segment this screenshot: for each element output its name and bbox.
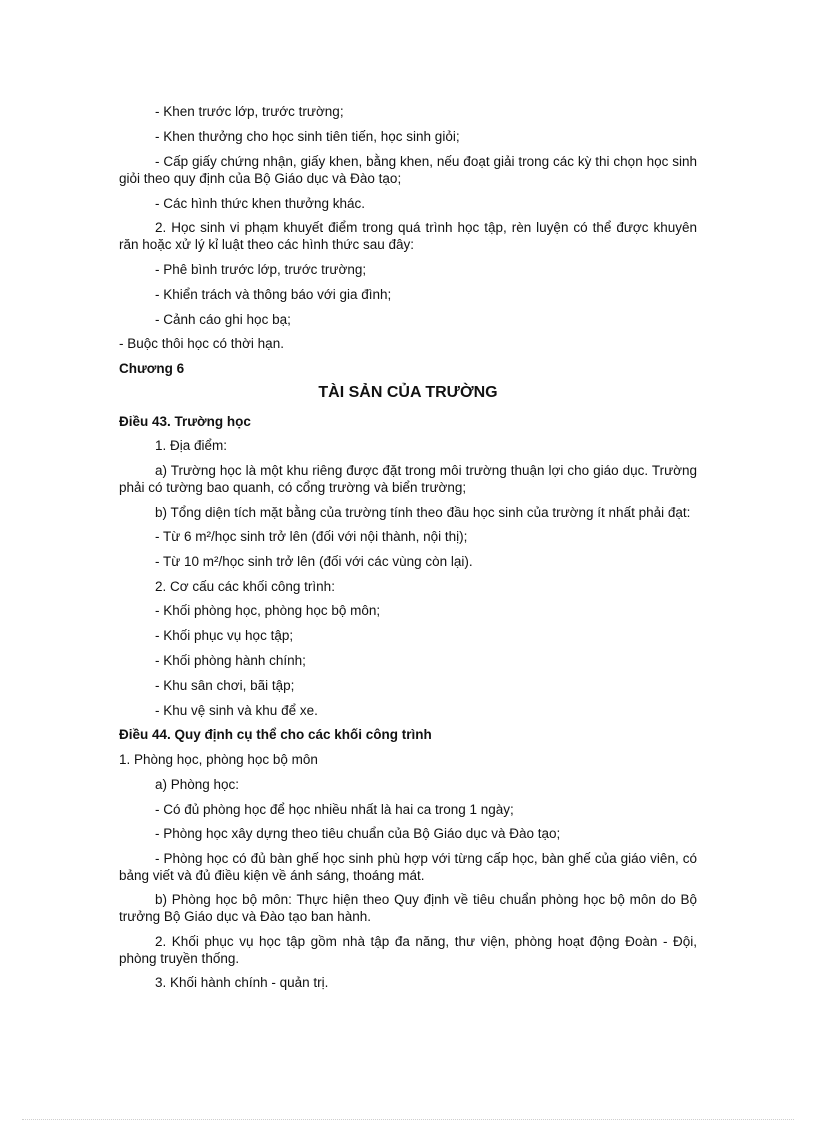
paragraph-phong-hoc-label: a) Phòng học: [155, 777, 240, 792]
paragraph-phe-binh: - Phê bình trước lớp, trước trường; [155, 262, 367, 277]
paragraph-canh-cao: - Cảnh cáo ghi học bạ; [155, 312, 291, 327]
paragraph-khen-thuong: - Khen thưởng cho học sinh tiên tiến, học sinh giỏi; [155, 129, 460, 144]
paragraph-bo-mon-quy-dinh: b) Phòng học bộ môn: Thực hiện theo Quy định về tiêu chuẩn phòng học bộ môn do Bộ trưởng Bộ Giáo dục và Đào tạo ban hành. [119, 892, 697, 924]
paragraph-khen-truoc-lop: - Khen trước lớp, trước trường; [155, 104, 344, 119]
article-44-heading: Điều 44. Quy định cụ thể cho các khối công trình [119, 727, 432, 742]
paragraph-vi-pham: 2. Học sinh vi phạm khuyết điểm trong quá trình học tập, rèn luyện có thể được khuyên răn hoặc xử lý kỉ luật theo các hình thức sau đây: [119, 220, 697, 252]
paragraph-khoi-phong-hoc: - Khối phòng học, phòng học bộ môn; [155, 603, 381, 618]
paragraph-cap-giay: - Cấp giấy chứng nhận, giấy khen, bằng khen, nếu đoạt giải trong các kỳ thi chọn học sinh giỏi theo quy định của Bộ Giáo dục và Đào tạo; [119, 154, 697, 186]
paragraph-ban-ghe: - Phòng học có đủ bàn ghế học sinh phù hợp với từng cấp học, bàn ghế của giáo viên, có bảng viết và đủ điều kiện về ánh sáng, thoáng mát. [119, 851, 697, 883]
paragraph-khoi-hanh-chinh-quan-tri: 3. Khối hành chính - quản trị. [155, 975, 329, 990]
paragraph-khoi-hanh-chinh: - Khối phòng hành chính; [155, 653, 306, 668]
paragraph-khoi-phuc-vu-hoc-tap: 2. Khối phục vụ học tập gồm nhà tập đa năng, thư viện, phòng hoạt động Đoàn - Đội, phòng truyền thống. [119, 934, 697, 966]
chapter-label: Chương 6 [119, 361, 185, 376]
paragraph-khu-san-choi: - Khu sân chơi, bãi tập; [155, 678, 295, 693]
paragraph-khu-ve-sinh: - Khu vệ sinh và khu để xe. [155, 703, 318, 718]
paragraph-6m2: - Từ 6 m²/học sinh trở lên (đối với nội thành, nội thị); [155, 529, 468, 544]
paragraph-phong-hoc-bo-mon: 1. Phòng học, phòng học bộ môn [119, 752, 318, 767]
paragraph-dia-diem: 1. Địa điểm: [155, 438, 228, 453]
article-43-heading: Điều 43. Trường học [119, 414, 251, 429]
page-bottom-divider [22, 1119, 794, 1120]
paragraph-khoi-phuc-vu: - Khối phục vụ học tập; [155, 628, 294, 643]
chapter-title: TÀI SẢN CỦA TRƯỜNG [318, 384, 498, 401]
paragraph-buoc-thoi-hoc: - Buộc thôi học có thời hạn. [119, 336, 284, 351]
paragraph-truong-hoc: a) Trường học là một khu riêng được đặt trong môi trường thuận lợi cho giáo dục. Trường phải có tường bao quanh, có cổng trường và biển trường; [119, 463, 697, 495]
paragraph-khien-trach: - Khiển trách và thông báo với gia đình; [155, 287, 392, 302]
paragraph-co-cau: 2. Cơ cấu các khối công trình: [155, 579, 335, 594]
paragraph-tong-dien-tich: b) Tổng diện tích mặt bằng của trường tính theo đầu học sinh của trường ít nhất phải đạt: [155, 505, 691, 520]
paragraph-xay-dung: - Phòng học xây dựng theo tiêu chuẩn của Bộ Giáo dục và Đào tạo; [155, 826, 561, 841]
paragraph-hinh-thuc-khac: - Các hình thức khen thưởng khác. [155, 196, 366, 211]
paragraph-10m2: - Từ 10 m²/học sinh trở lên (đối với các vùng còn lại). [155, 554, 473, 569]
paragraph-du-phong-hoc: - Có đủ phòng học để học nhiều nhất là hai ca trong 1 ngày; [155, 802, 514, 817]
